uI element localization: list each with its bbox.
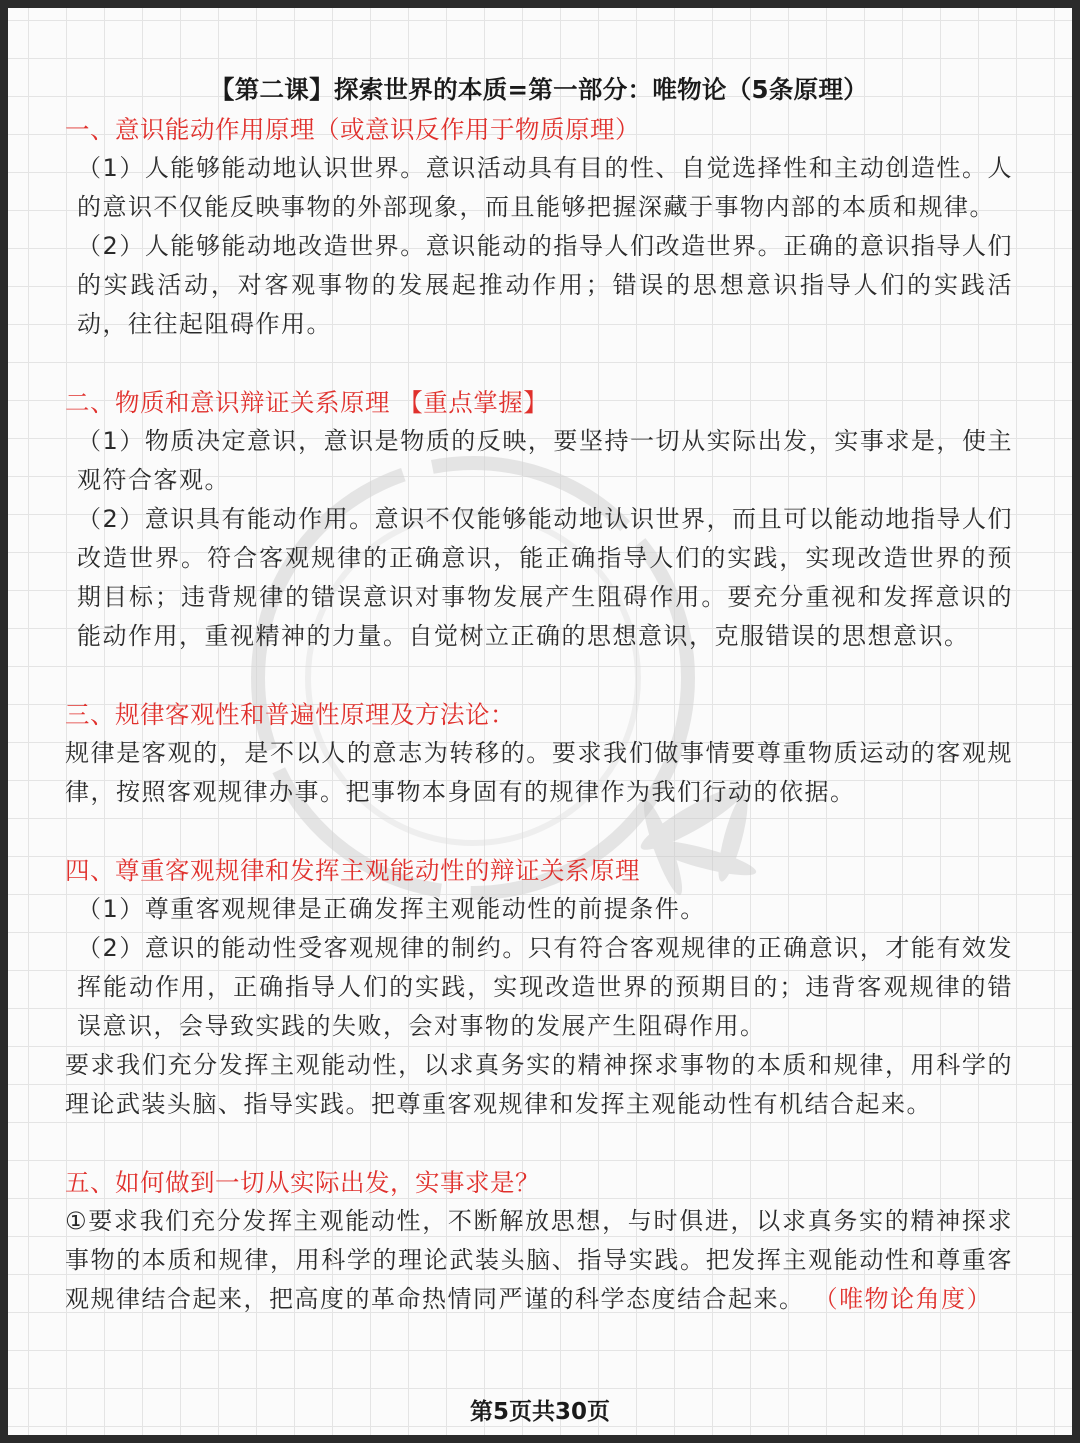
section-paragraph: （1）人能够能动地认识世界。意识活动具有目的性、自觉选择性和主动创造性。人的意识不仅能反映事物的外部现象，而且能够把握深藏于事物内部的本质和规律。: [77, 154, 1013, 221]
section-4: [65, 851, 1013, 1124]
section-heading: 五、如何做到一切从实际出发，实事求是？: [65, 1168, 540, 1197]
section-paragraph: 要求我们充分发挥主观能动性，以求真务实的精神探求事物的本质和规律，用科学的理论武装头脑、指导实践。把尊重客观规律和发挥主观能动性有机结合起来。: [65, 1051, 1013, 1118]
section-3: [65, 695, 1013, 812]
section-heading: 一、意识能动作用原理（或意识反作用于物质原理）: [65, 115, 640, 144]
section-paragraph: （2）意识具有能动作用。意识不仅能够能动地认识世界，而且可以能动地指导人们改造世界。符合客观规律的正确意识，能正确指导人们的实践，实现改造世界的预期目标；违背规律的错误意识对事物发展产生阻碍作用。要充分重视和发挥意识的能动作用，重视精神的力量。自觉树立正确的思想意识，克服错误的思想意识。: [77, 505, 1013, 650]
document-body: [65, 70, 1013, 1319]
spacer: [65, 812, 1013, 851]
page: [8, 8, 1072, 1435]
section-paragraph: （2）人能够能动地改造世界。意识能动的指导人们改造世界。正确的意识指导人们的实践活动，对客观事物的发展起推动作用；错误的思想意识指导人们的实践活动，往往起阻碍作用。: [77, 232, 1013, 338]
section-2: [65, 383, 1013, 656]
section-heading: 四、尊重客观规律和发挥主观能动性的辩证关系原理: [65, 856, 640, 885]
page-title: 【第二课】探索世界的本质=第一部分：唯物论（5条原理）: [209, 75, 869, 104]
paragraph-text: ①要求我们充分发挥主观能动性，不断解放思想，与时俱进，以求真务实的精神探求事物的本质和规律，用科学的理论武装头脑、指导实践。把发挥主观能动性和尊重客观规律结合起来，把高度的革命热情同严谨的科学态度结合起来。: [65, 1207, 1013, 1313]
section-paragraph: （2）意识的能动性受客观规律的制约。只有符合客观规律的正确意识，才能有效发挥能动作用，正确指导人们的实践，实现改造世界的预期目的；违背客观规律的错误意识，会导致实践的失败，会对事物的发展产生阻碍作用。: [77, 934, 1013, 1040]
section-paragraph: [65, 1202, 1013, 1319]
section-paragraph: 规律是客观的，是不以人的意志为转移的。要求我们做事情要尊重物质运动的客观规律，按照客观规律办事。把事物本身固有的规律作为我们行动的依据。: [65, 739, 1013, 806]
perspective-note: （唯物论角度）: [813, 1285, 993, 1313]
section-heading: 三、规律客观性和普遍性原理及方法论：: [65, 700, 515, 729]
spacer: [65, 344, 1013, 383]
section-1: [65, 110, 1013, 344]
section-paragraph: （1）物质决定意识，意识是物质的反映，要坚持一切从实际出发，实事求是，使主观符合客观。: [77, 427, 1013, 494]
section-heading: 二、物质和意识辩证关系原理 【重点掌握】: [65, 388, 549, 417]
page-number: 第5页共30页: [469, 1399, 610, 1425]
spacer: [65, 656, 1013, 695]
section-5: [65, 1163, 1013, 1319]
section-paragraph: （1）尊重客观规律是正确发挥主观能动性的前提条件。: [77, 895, 706, 923]
spacer: [65, 1124, 1013, 1163]
